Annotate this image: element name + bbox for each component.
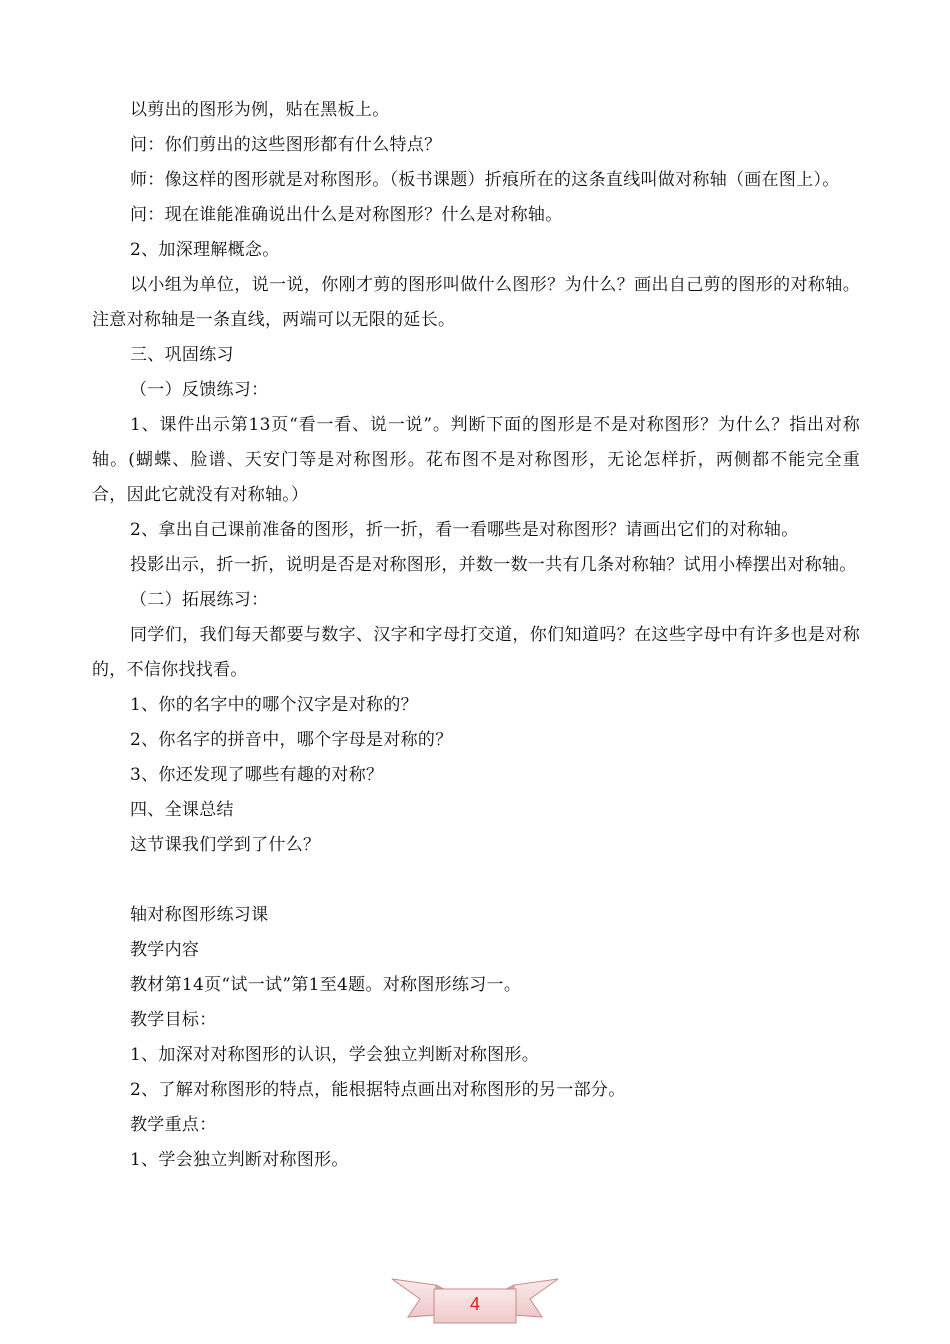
section-heading: 四、全课总结 (130, 800, 234, 820)
paragraph: 教材第14页“试一试”第1至4题。对称图形练习一。 (130, 975, 522, 995)
list-item: 1、学会独立判断对称图形。 (130, 1150, 349, 1170)
list-item: 2、你名字的拼音中，哪个字母是对称的？ (130, 730, 453, 750)
paragraph: 2、拿出自己课前准备的图形，折一折，看一看哪些是对称图形？请画出它们的对称轴。 (130, 520, 799, 540)
list-item: 1、加深对对称图形的认识，学会独立判断对称图形。 (130, 1045, 540, 1065)
paragraph: 以小组为单位，说一说，你刚才剪的图形叫做什么图形？为什么？画出自己剪的图形的对称轴。注意对称轴是一条直线，两端可以无限的延长。 (92, 275, 860, 330)
paragraph: 问：你们剪出的这些图形都有什么特点？ (130, 135, 442, 155)
page-number: 4 (469, 1294, 480, 1314)
paragraph: 同学们，我们每天都要与数字、汉字和字母打交道，你们知道吗？在这些字母中有许多也是对称的，不信你找找看。 (92, 625, 860, 680)
paragraph: 以剪出的图形为例，贴在黑板上。 (130, 100, 390, 120)
document-body (92, 93, 860, 1178)
section-heading: 教学目标： (130, 1010, 217, 1030)
paragraph: 师：像这样的图形就是对称图形。（板书课题）折痕所在的这条直线叫做对称轴（画在图上）。 (130, 170, 840, 190)
paragraph: 2、加深理解概念。 (130, 240, 280, 260)
lesson-title: 轴对称图形练习课 (130, 905, 269, 925)
paragraph: 投影出示，折一折，说明是否是对称图形，并数一数一共有几条对称轴？试用小棒摆出对称轴。 (130, 555, 857, 575)
paragraph: 1、课件出示第13页“看一看、说一说”。判断下面的图形是不是对称图形？为什么？指出对称轴。(蝴蝶、脸谱、天安门等是对称图形。花布图不是对称图形，无论怎样折，两侧都不能完全重合，因此它就没有对称轴。） (92, 415, 860, 505)
section-heading: 教学内容 (130, 940, 200, 960)
list-item: 3、你还发现了哪些有趣的对称？ (130, 765, 384, 785)
list-item: 2、了解对称图形的特点，能根据特点画出对称图形的另一部分。 (130, 1080, 626, 1100)
page-number-ribbon (390, 1271, 560, 1327)
section-heading: 教学重点： (130, 1115, 217, 1135)
paragraph: 问：现在谁能准确说出什么是对称图形？什么是对称轴。 (130, 205, 563, 225)
list-item: 1、你的名字中的哪个汉字是对称的？ (130, 695, 418, 715)
paragraph: 这节课我们学到了什么？ (130, 835, 321, 855)
subsection-heading: （二）拓展练习： (130, 590, 269, 610)
section-heading: 三、巩固练习 (130, 345, 234, 365)
subsection-heading: （一）反馈练习： (130, 380, 269, 400)
